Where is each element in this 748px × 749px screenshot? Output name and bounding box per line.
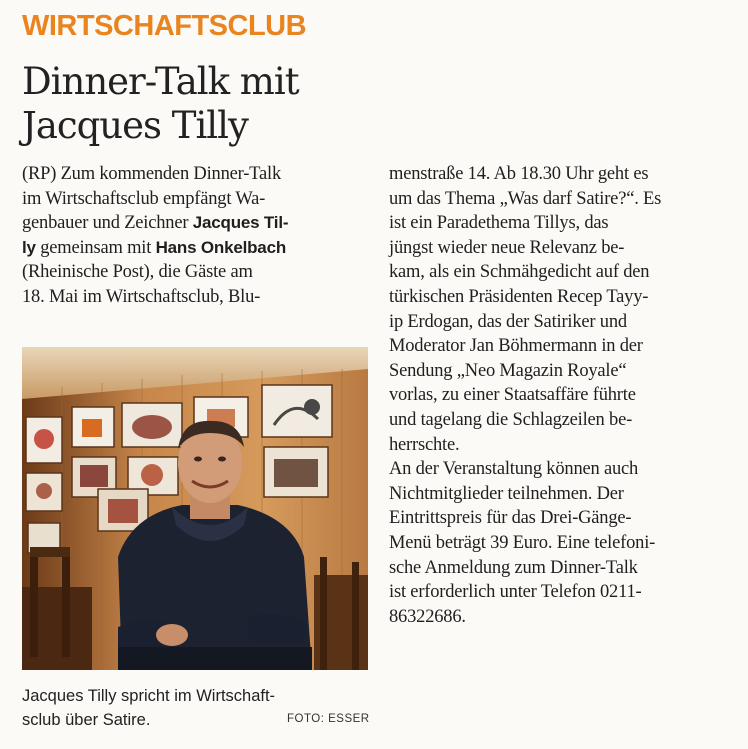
kicker: WIRTSCHAFTSCLUB bbox=[22, 10, 307, 42]
body-line: kam, als ein Schmähgedicht auf den bbox=[389, 262, 650, 283]
article-photo bbox=[22, 347, 368, 670]
name-hans-onkelbach: Hans Onkelbach bbox=[155, 237, 287, 257]
body-text: genbauer und Zeichner bbox=[22, 213, 193, 234]
body-line: (Rheinische Post), die Gäste am bbox=[22, 262, 253, 283]
body-line: im Wirtschaftsclub empfängt Wa- bbox=[22, 188, 266, 209]
name-jacques-tilly: Jacques Til- bbox=[192, 213, 289, 233]
article-column-right bbox=[389, 162, 734, 629]
article-column-left bbox=[22, 162, 367, 310]
body-line: sche Anmeldung zum Dinner-Talk bbox=[389, 557, 638, 578]
body-line: jüngst wieder neue Relevanz be- bbox=[389, 237, 625, 258]
body-line: Menü beträgt 39 Euro. Eine telefoni- bbox=[389, 532, 656, 553]
body-line: ist ein Paradethema Tillys, das bbox=[389, 213, 609, 234]
body-line: herrschte. bbox=[389, 434, 460, 455]
body-line: 18. Mai im Wirtschaftsclub, Blu- bbox=[22, 286, 261, 307]
headline-line-1: Dinner-Talk mit bbox=[22, 60, 299, 103]
headline-line-2: Jacques Tilly bbox=[22, 104, 248, 147]
body-line: Eintrittspreis für das Drei-Gänge- bbox=[389, 508, 632, 529]
body-line: Moderator Jan Böhmermann in der bbox=[389, 336, 643, 357]
headline bbox=[22, 60, 299, 148]
body-line: menstraße 14. Ab 18.30 Uhr geht es bbox=[389, 164, 649, 184]
caption-line-1: Jacques Tilly spricht im Wirtschaft- bbox=[22, 687, 276, 705]
caption-line-2: sclub über Satire. bbox=[22, 711, 151, 729]
body-line bbox=[22, 236, 367, 261]
body-text: gemeinsam mit bbox=[35, 237, 156, 258]
body-line: ip Erdogan, das der Satiriker und bbox=[389, 311, 627, 332]
body-line: und tagelang die Schlagzeilen be- bbox=[389, 409, 633, 430]
body-line: ist erforderlich unter Telefon 0211- bbox=[389, 582, 642, 603]
photo-credit: FOTO: ESSER bbox=[287, 713, 370, 725]
body-line: Sendung „Neo Magazin Royale“ bbox=[389, 360, 627, 381]
body-line bbox=[22, 211, 367, 236]
body-line: (RP) Zum kommenden Dinner-Talk bbox=[22, 164, 281, 184]
body-line: Nichtmitglieder teilnehmen. Der bbox=[389, 483, 624, 504]
body-line: vorlas, zu einer Staatsaffäre führte bbox=[389, 385, 636, 406]
body-line: 86322686. bbox=[389, 606, 466, 627]
body-line: An der Veranstaltung können auch bbox=[389, 459, 639, 480]
name-jacques-tilly-cont: ly bbox=[22, 237, 36, 257]
body-line: türkischen Präsidenten Recep Tayy- bbox=[389, 286, 649, 307]
body-line: um das Thema „Was darf Satire?“. Es bbox=[389, 188, 662, 209]
